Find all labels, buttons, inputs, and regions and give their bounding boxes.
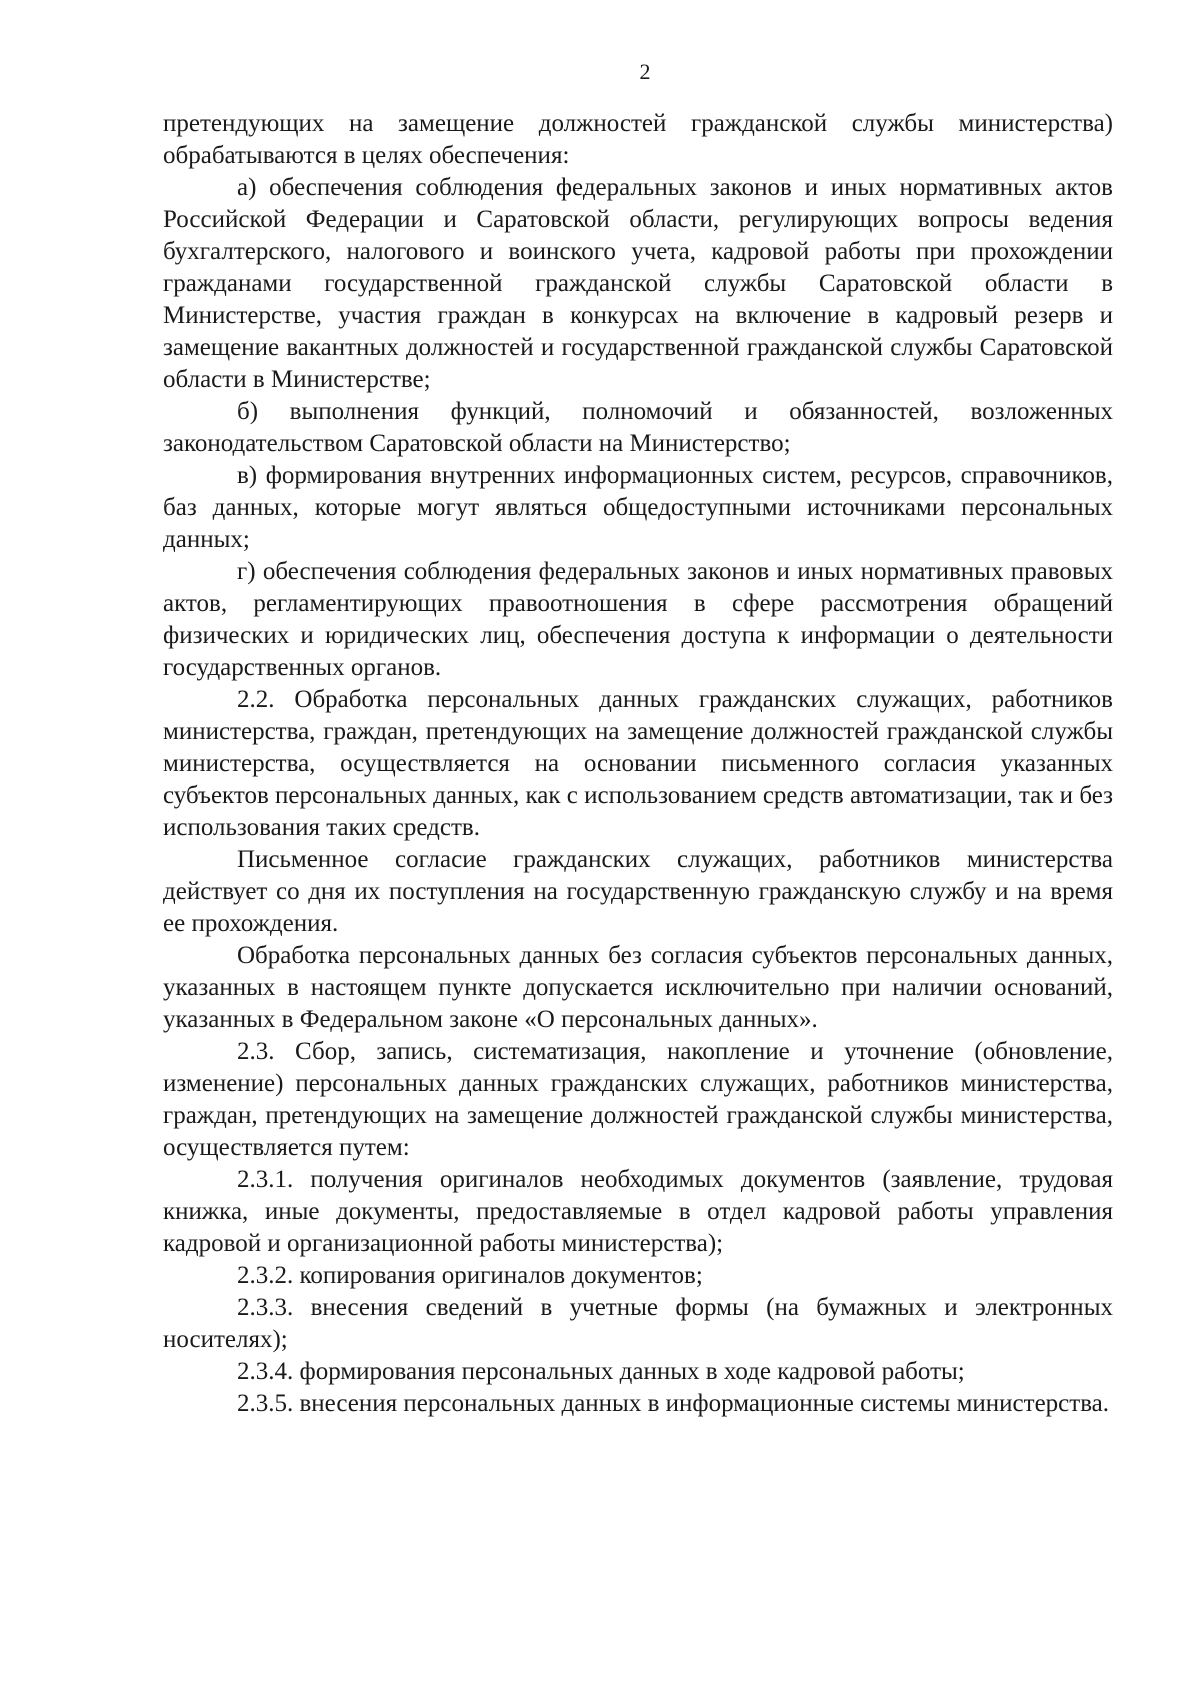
- paragraph-written-consent: Письменное согласие гражданских служащих, работников министерства действует со дня их поступления на государственную гражданскую службу и на время ее прохождения.: [163, 846, 1113, 937]
- paragraph-item-v: в) формирования внутренних информационных систем, ресурсов, справочников, баз данных, которые могут являться общедоступными источниками персональных данных;: [163, 462, 1113, 553]
- paragraph-section-2-3-1: 2.3.1. получения оригиналов необходимых документов (заявление, трудовая книжка, иные документы, предоставляемые в отдел кадровой работы управления кадровой и организационной работы министерства);: [163, 1166, 1113, 1257]
- paragraph-section-2-3-2: 2.3.2. копирования оригиналов документов;: [237, 1262, 703, 1289]
- paragraph-continuation: претендующих на замещение должностей гражданской службы министерства) обрабатываются в целях обеспечения:: [163, 110, 1113, 169]
- paragraph-section-2-3-5: 2.3.5. внесения персональных данных в информационные системы министерства.: [237, 1390, 1110, 1417]
- document-body: [163, 108, 1113, 1420]
- paragraph-item-g: г) обеспечения соблюдения федеральных законов и иных нормативных правовых актов, регламентирующих правоотношения в сфере рассмотрения обращений физических и юридических лиц, обеспечения доступа к информации о деятельности государственных органов.: [163, 558, 1113, 681]
- paragraph-item-b: б) выполнения функций, полномочий и обязанностей, возложенных законодательством Саратовской области на Министерство;: [163, 398, 1113, 457]
- paragraph-processing-without-consent: Обработка персональных данных без согласия субъектов персональных данных, указанных в настоящем пункте допускается исключительно при наличии оснований, указанных в Федеральном законе «О персональных данных».: [163, 942, 1113, 1033]
- page-number: 2: [639, 59, 651, 84]
- paragraph-section-2-3: 2.3. Сбор, запись, систематизация, накопление и уточнение (обновление, изменение) персональных данных гражданских служащих, работников министерства, граждан, претендующих на замещение должностей гражданской службы министерства, осуществляется путем:: [163, 1038, 1113, 1161]
- paragraph-item-a: а) обеспечения соблюдения федеральных законов и иных нормативных актов Российской Федерации и Саратовской области, регулирующих вопросы ведения бухгалтерского, налогового и воинского учета, кадровой работы при прохождении гражданами государственной гражданской службы Саратовской области в Министерстве, участия граждан в конкурсах на включение в кадровый резерв и замещение вакантных должностей и государственной гражданской службы Саратовской области в Министерстве;: [163, 174, 1113, 393]
- paragraph-section-2-2: 2.2. Обработка персональных данных гражданских служащих, работников министерства, граждан, претендующих на замещение должностей гражданской службы министерства, осуществляется на основании письменного согласия указанных субъектов персональных данных, как с использованием средств автоматизации, так и без использования таких средств.: [163, 686, 1113, 841]
- paragraph-section-2-3-3: 2.3.3. внесения сведений в учетные формы (на бумажных и электронных носителях);: [163, 1294, 1113, 1353]
- paragraph-section-2-3-4: 2.3.4. формирования персональных данных в ходе кадровой работы;: [237, 1358, 965, 1385]
